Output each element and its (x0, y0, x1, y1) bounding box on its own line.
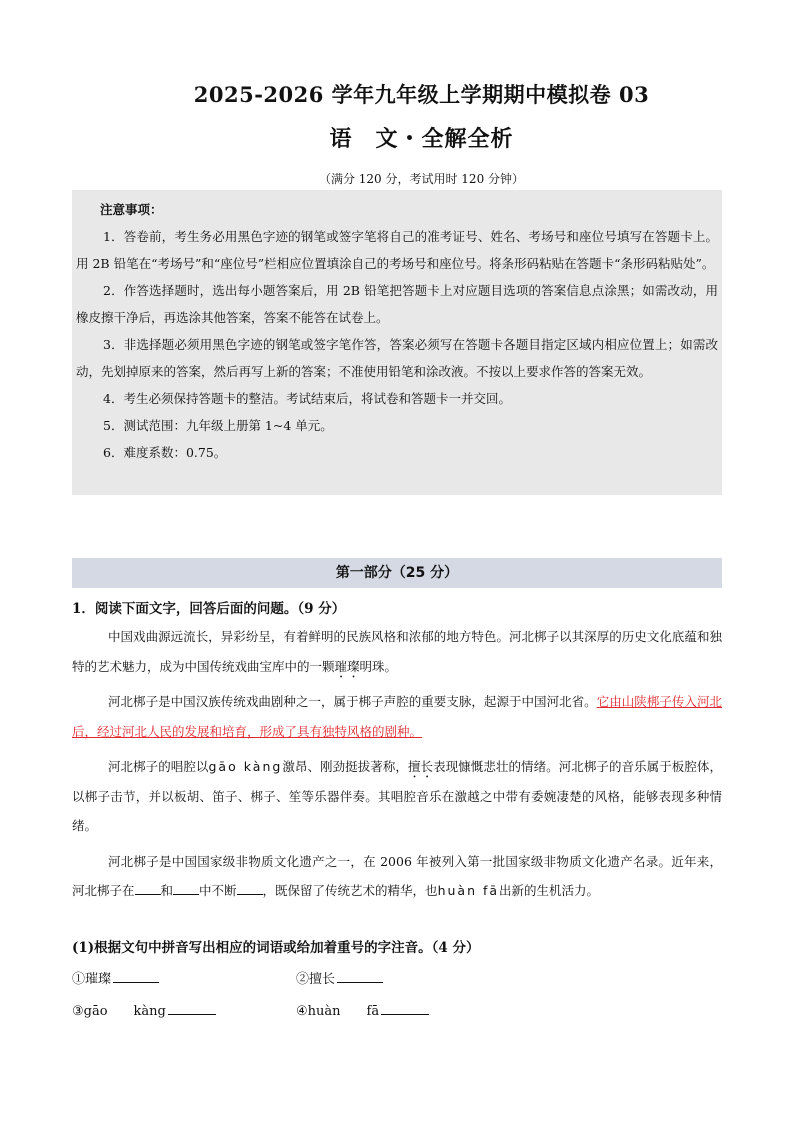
text-run: 表现慷慨悲壮的情绪。河北梆子的音乐属于板腔体，以梆子击节，并以板胡、笛子、梆子、笙等乐器伴奏。其唱腔音乐在激越之中带有委婉凄楚的风格，能够表现多种情绪。 (72, 759, 722, 833)
passage-paragraph (72, 687, 722, 746)
notice-item: 2．作答选择题时，选出每小题答案后，用 2B 铅笔把答题卡上对应题目选项的答案信息点涂黑；如需改动，用橡皮擦干净后，再选涂其他答案，答案不能答在试卷上。 (76, 283, 718, 325)
notice-item: 5．测试范围：九年级上册第 1~4 单元。 (103, 418, 333, 433)
answer-line[interactable] (113, 968, 159, 983)
answer-label: ②擅长 (296, 972, 336, 987)
reading-passage (72, 622, 722, 912)
text-run: 河北梆子的唱腔以 (108, 759, 209, 774)
answer-label: ④huàn fā (296, 1004, 380, 1019)
answer-line[interactable] (168, 1000, 216, 1015)
answer-item (296, 998, 429, 1026)
fill-blank[interactable] (173, 882, 199, 895)
text-run: 河北梆子是中国汉族传统戏曲剧种之一，属于梆子声腔的重要支脉，起源于中国河北省。 (108, 694, 597, 709)
answer-label: ①璀璨 (72, 972, 112, 987)
answer-label: ③gāo kàng (72, 1004, 166, 1019)
fill-blank[interactable] (237, 882, 263, 895)
answer-item (72, 998, 216, 1026)
underlined-sentence: 它由山陕梆子传入河北后，经过河北人民的发展和培育，形成了具有独特风格的剧种。 (72, 694, 722, 739)
exam-title: 2025-2026 学年九年级上学期期中模拟卷 03 (193, 82, 650, 107)
answer-item (72, 966, 159, 994)
exam-subtitle: 语 文・全解全析 (329, 126, 514, 152)
question-heading: 1．阅读下面文字，回答后面的问题。（9 分） (72, 601, 346, 617)
answer-line[interactable] (337, 968, 383, 983)
notice-item: 1．答卷前，考生务必用黑色字迹的钢笔或签字笔将自己的准考证号、姓名、考场号和座位号填写在答题卡上。用 2B 铅笔在“考场号”和“座位号”栏相应位置填涂自己的考场号和座位号。将条形码粘贴在答题卡“条形码粘贴处”。 (76, 229, 718, 271)
notice-item: 6．难度系数：0.75。 (103, 445, 227, 460)
sub-question-heading: (1)根据文句中拼音写出相应的词语或给加着重号的字注音。（4 分） (72, 940, 480, 956)
text-run: 中不断 (199, 883, 237, 898)
pinyin-text: huàn fā (437, 883, 500, 898)
text-run: 和 (160, 883, 174, 898)
notice-item: 4．考生必须保持答题卡的整洁。考试结束后，将试卷和答题卡一并交回。 (103, 391, 511, 406)
text-run: 中国戏曲源远流长，异彩纷呈，有着鲜明的民族风格和浓郁的地方特色。河北梆子以其深厚的历史文化底蕴和独特的艺术魅力，成为中国传统戏曲宝库中的一颗 (72, 629, 722, 674)
notice-box (72, 190, 722, 495)
text-run: 河北梆子是中国国家级非物质文化遗产之一，在 2006 年被列入第一批国家级非物质文化遗产名录。近年来，河北梆子在 (72, 853, 722, 898)
answer-area (72, 966, 722, 1030)
answer-row (72, 966, 722, 998)
pinyin-text: gāo kàng (208, 759, 283, 774)
passage-paragraph (72, 847, 722, 906)
text-run: ，既保留了传统艺术的精华，也 (262, 883, 438, 898)
answer-line[interactable] (381, 1000, 429, 1015)
text-run: 激昂、刚劲挺拔著称， (282, 759, 408, 774)
section-header: 第一部分（25 分） (72, 558, 722, 588)
passage-paragraph (72, 622, 722, 681)
passage-paragraph (72, 752, 722, 841)
fill-blank[interactable] (135, 882, 161, 895)
answer-item (296, 966, 383, 994)
text-run: 明珠。 (359, 658, 398, 674)
notice-heading: 注意事项： (100, 202, 163, 217)
emphasized-word: 擅长 (407, 759, 434, 774)
notice-item: 3．非选择题必须用黑色字迹的钢笔或签字笔作答，答案必须写在答题卡各题目指定区域内相应位置上；如需改动，先划掉原来的答案，然后再写上新的答案；不准使用铅笔和涂改液。不按以上要求作答的答案无效。 (76, 337, 718, 379)
answer-row (72, 998, 722, 1030)
text-run: 出新的生机活力。 (499, 883, 600, 898)
exam-note: （满分 120 分，考试用时 120 分钟） (318, 172, 525, 186)
emphasized-word: 璀璨 (334, 658, 360, 674)
